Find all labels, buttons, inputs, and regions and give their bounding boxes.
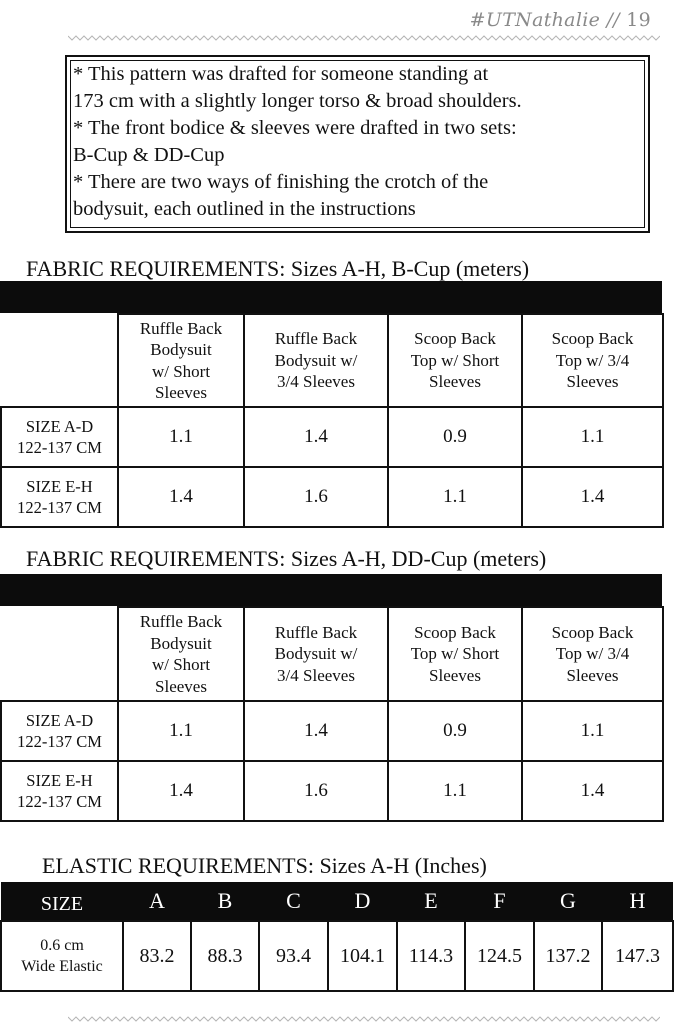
table-row <box>1 701 663 761</box>
note-line: * This pattern was drafted for someone standing at <box>73 63 489 85</box>
page-number: 19 <box>626 9 651 31</box>
pattern-notes-box <box>65 55 650 233</box>
value-cell: 1.6 <box>244 467 388 527</box>
size-letter: D <box>328 882 397 921</box>
col-header: Ruffle Back Bodysuit w/ Short Sleeves <box>118 607 244 701</box>
col-header: Scoop Back Top w/ 3/4 Sleeves <box>522 607 663 701</box>
note-line: B-Cup & DD-Cup <box>73 144 225 166</box>
table-row <box>1 761 663 821</box>
col-header: Scoop Back Top w/ Short Sleeves <box>388 314 522 407</box>
size-letter: H <box>602 882 673 921</box>
value-cell: 1.4 <box>118 761 244 821</box>
value-cell: 1.1 <box>388 467 522 527</box>
col-header: Ruffle Back Bodysuit w/ Short Sleeves <box>118 314 244 407</box>
value-cell: 1.4 <box>522 467 663 527</box>
top-zigzag-divider <box>68 34 660 42</box>
value-cell: 1.4 <box>118 467 244 527</box>
value-cell: 93.4 <box>259 921 328 991</box>
value-cell: 1.4 <box>244 407 388 467</box>
notes-text <box>73 61 642 223</box>
bcup-table <box>0 313 664 528</box>
value-cell: 0.9 <box>388 701 522 761</box>
col-header: Ruffle Back Bodysuit w/ 3/4 Sleeves <box>244 314 388 407</box>
ddcup-title: FABRIC REQUIREMENTS: Sizes A-H, DD-Cup (meters) <box>26 546 547 571</box>
value-cell: 104.1 <box>328 921 397 991</box>
value-cell: 88.3 <box>191 921 259 991</box>
value-cell: 114.3 <box>397 921 465 991</box>
bcup-title: FABRIC REQUIREMENTS: Sizes A-H, B-Cup (meters) <box>26 256 530 281</box>
value-cell: 1.1 <box>388 761 522 821</box>
table-row <box>1 921 673 991</box>
bcup-header-bar <box>0 281 662 313</box>
value-cell: 1.1 <box>522 701 663 761</box>
size-header: SIZE <box>1 882 123 921</box>
note-line: 173 cm with a slightly longer torso & broad shoulders. <box>73 90 522 112</box>
size-letter: B <box>191 882 259 921</box>
value-cell: 1.4 <box>522 761 663 821</box>
ddcup-table <box>0 606 664 822</box>
size-letter: C <box>259 882 328 921</box>
table-row <box>1 407 663 467</box>
value-cell: 147.3 <box>602 921 673 991</box>
size-letter: F <box>465 882 534 921</box>
value-cell: 137.2 <box>534 921 602 991</box>
value-cell: 1.1 <box>118 407 244 467</box>
size-letter: E <box>397 882 465 921</box>
corner-cell <box>1 607 118 701</box>
note-line: * The front bodice & sleeves were drafted in two sets: <box>73 117 517 139</box>
ddcup-header-bar <box>0 574 662 606</box>
value-cell: 83.2 <box>123 921 191 991</box>
elastic-title: ELASTIC REQUIREMENTS: Sizes A-H (Inches) <box>42 853 487 878</box>
value-cell: 124.5 <box>465 921 534 991</box>
value-cell: 1.1 <box>522 407 663 467</box>
note-line: * There are two ways of finishing the crotch of the <box>73 171 489 193</box>
value-cell: 1.4 <box>244 701 388 761</box>
table-row <box>1 467 663 527</box>
value-cell: 1.1 <box>118 701 244 761</box>
value-cell: 1.6 <box>244 761 388 821</box>
note-line: bodysuit, each outlined in the instructions <box>73 198 416 220</box>
size-letter: G <box>534 882 602 921</box>
col-header: Scoop Back Top w/ Short Sleeves <box>388 607 522 701</box>
bottom-zigzag-divider <box>68 1015 660 1023</box>
row-label: SIZE A-D 122-137 CM <box>1 701 118 761</box>
row-label: 0.6 cm Wide Elastic <box>1 921 123 991</box>
corner-cell <box>1 314 118 407</box>
col-header: Ruffle Back Bodysuit w/ 3/4 Sleeves <box>244 607 388 701</box>
row-label: SIZE E-H 122-137 CM <box>1 761 118 821</box>
page-header <box>470 9 651 31</box>
size-letter: A <box>123 882 191 921</box>
elastic-table <box>0 882 674 992</box>
header-separator: // <box>606 9 620 31</box>
row-label: SIZE E-H 122-137 CM <box>1 467 118 527</box>
hashtag: #UTNathalie <box>469 9 601 31</box>
value-cell: 0.9 <box>388 407 522 467</box>
col-header: Scoop Back Top w/ 3/4 Sleeves <box>522 314 663 407</box>
row-label: SIZE A-D 122-137 CM <box>1 407 118 467</box>
